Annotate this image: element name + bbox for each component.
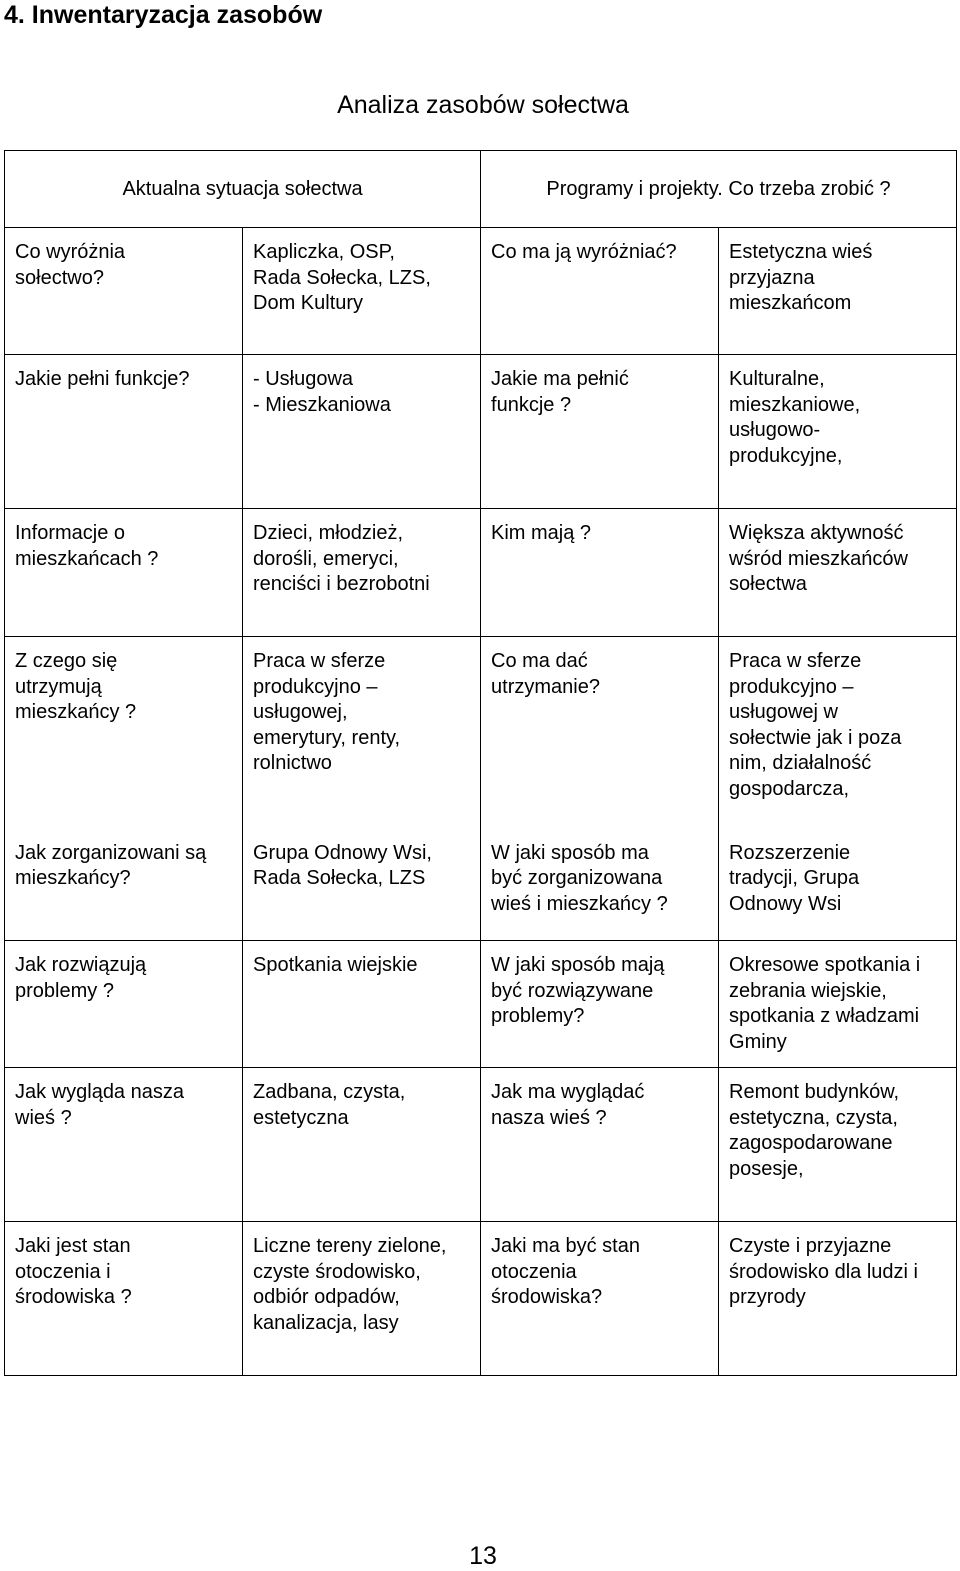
table-row — [5, 1222, 957, 1376]
question-cell: Jakie pełni funkcje? — [5, 355, 243, 509]
goal-question-cell: W jaki sposób ma być zorganizowana wieś i mieszkańcy ? — [481, 817, 719, 941]
header-programs-projects: Programy i projekty. Co trzeba zrobić ? — [481, 151, 957, 228]
question-cell: Informacje o mieszkańcach ? — [5, 509, 243, 637]
goal-answer-cell: Praca w sferze produkcyjno – usługowej w sołectwie jak i poza nim, działalność gospodarcza, — [719, 637, 957, 817]
question-cell: Z czego się utrzymują mieszkańcy ? — [5, 637, 243, 817]
goal-question-cell: Co ma ją wyróżniać? — [481, 228, 719, 355]
page-number: 13 — [469, 1542, 497, 1570]
goal-answer-cell: Remont budynków, estetyczna, czysta, zagospodarowane posesje, — [719, 1068, 957, 1222]
answer-cell: Dzieci, młodzież, dorośli, emeryci, renciści i bezrobotni — [243, 509, 481, 637]
goal-question-cell: Jakie ma pełnić funkcje ? — [481, 355, 719, 509]
section-heading: 4. Inwentaryzacja zasobów — [4, 1, 323, 29]
answer-cell: - Usługowa - Mieszkaniowa — [243, 355, 481, 509]
goal-answer-cell: Okresowe spotkania i zebrania wiejskie, spotkania z władzami Gminy — [719, 941, 957, 1068]
answer-cell: Spotkania wiejskie — [243, 941, 481, 1068]
goal-answer-cell: Kulturalne, mieszkaniowe, usługowo- produkcyjne, — [719, 355, 957, 509]
question-cell: Jak zorganizowani są mieszkańcy? — [5, 817, 243, 941]
answer-cell: Grupa Odnowy Wsi, Rada Sołecka, LZS — [243, 817, 481, 941]
goal-answer-cell: Estetyczna wieś przyjazna mieszkańcom — [719, 228, 957, 355]
answer-cell: Liczne tereny zielone, czyste środowisko, odbiór odpadów, kanalizacja, lasy — [243, 1222, 481, 1376]
question-cell: Jaki jest stan otoczenia i środowiska ? — [5, 1222, 243, 1376]
goal-question-cell: Co ma dać utrzymanie? — [481, 637, 719, 817]
table-row — [5, 509, 957, 637]
table-row — [5, 941, 957, 1068]
table-row — [5, 817, 957, 941]
table-row — [5, 355, 957, 509]
header-current-situation: Aktualna sytuacja sołectwa — [5, 151, 481, 228]
goal-question-cell: Jak ma wyglądać nasza wieś ? — [481, 1068, 719, 1222]
table-row — [5, 1068, 957, 1222]
answer-cell: Zadbana, czysta, estetyczna — [243, 1068, 481, 1222]
table-title: Analiza zasobów sołectwa — [337, 91, 629, 119]
question-cell: Jak wygląda nasza wieś ? — [5, 1068, 243, 1222]
question-cell: Jak rozwiązują problemy ? — [5, 941, 243, 1068]
goal-answer-cell: Rozszerzenie tradycji, Grupa Odnowy Wsi — [719, 817, 957, 941]
resource-analysis-table — [4, 150, 957, 1376]
answer-cell: Kapliczka, OSP, Rada Sołecka, LZS, Dom Kultury — [243, 228, 481, 355]
goal-question-cell: Jaki ma być stan otoczenia środowiska? — [481, 1222, 719, 1376]
table-row — [5, 637, 957, 817]
goal-question-cell: W jaki sposób mają być rozwiązywane problemy? — [481, 941, 719, 1068]
goal-answer-cell: Większa aktywność wśród mieszkańców sołectwa — [719, 509, 957, 637]
table-header-row — [5, 151, 957, 228]
answer-cell: Praca w sferze produkcyjno – usługowej, emerytury, renty, rolnictwo — [243, 637, 481, 817]
goal-answer-cell: Czyste i przyjazne środowisko dla ludzi i przyrody — [719, 1222, 957, 1376]
goal-question-cell: Kim mają ? — [481, 509, 719, 637]
table-row — [5, 228, 957, 355]
question-cell: Co wyróżnia sołectwo? — [5, 228, 243, 355]
